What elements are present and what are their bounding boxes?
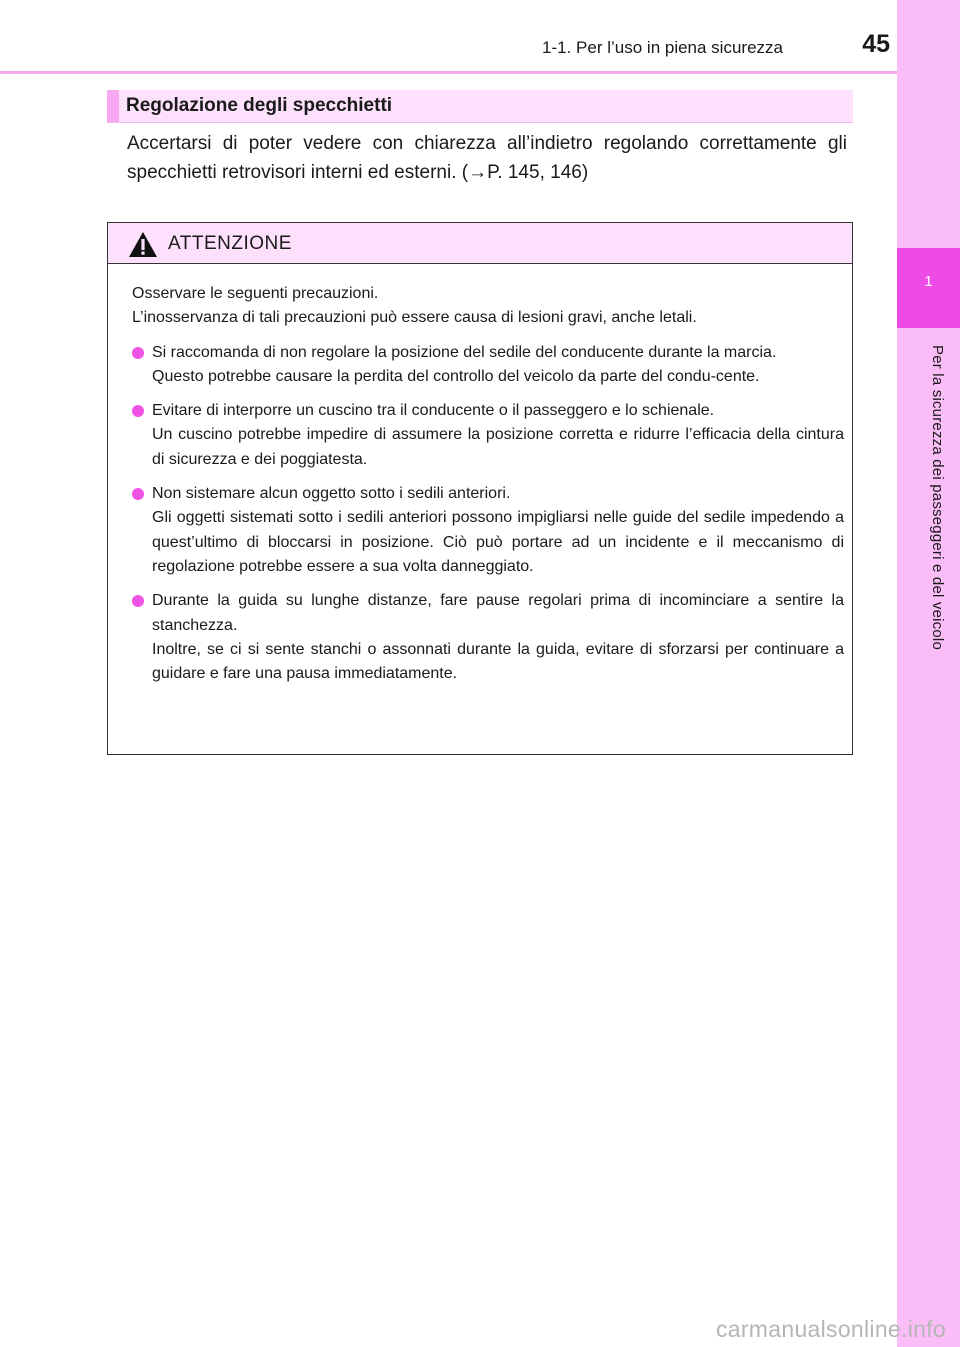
bullet-line: Questo potrebbe causare la perdita del controllo del veicolo da parte del condu-cente.: [152, 367, 760, 385]
bullet-dot-icon: [132, 347, 144, 359]
caution-bullet-item: [132, 399, 844, 472]
bullet-line: Non sistemare alcun oggetto sotto i sedili anteriori.: [152, 485, 511, 503]
running-header: 1-1. Per l’uso in piena sicurezza: [542, 38, 783, 57]
bullet-dot-icon: [132, 405, 144, 417]
header-divider: [0, 71, 897, 74]
bullet-line: Si raccomanda di non regolare la posizione del sedile del conducente durante la marcia.: [152, 343, 777, 361]
caution-body: [132, 282, 844, 686]
caution-bullet-item: [132, 482, 844, 579]
bullet-line: Inoltre, se ci si sente stanchi o assonnati durante la guida, evitare di sforzarsi per continuare a guidare e fare una pausa immediatamente.: [152, 640, 844, 683]
chapter-title-vertical: Per la sicurezza dei passeggeri e del veicolo: [929, 345, 946, 650]
bullet-dot-icon: [132, 595, 144, 607]
bullet-line: Un cuscino potrebbe impedire di assumere la posizione corretta e ridurre l’efficacia della cintura di sicurezza e dei poggiatesta.: [152, 426, 844, 468]
bullet-line: Durante la guida su lunghe distanze, fare pause regolari prima di incominciare a sentire la stanchezza.: [152, 592, 844, 634]
caution-lead-line: Osservare le seguenti precauzioni.: [132, 285, 379, 302]
bullet-dot-icon: [132, 488, 144, 500]
page-number: 45: [862, 30, 890, 58]
caution-bullet-item: [132, 589, 844, 686]
caution-title: ATTENZIONE: [168, 233, 292, 254]
watermark: carmanualsonline.info: [715, 1316, 946, 1342]
caution-bullet-item: [132, 341, 844, 390]
section-heading-bar: [107, 90, 853, 123]
section-intro-paragraph: Accertarsi di poter vedere con chiarezza all’indietro regolando correttamente gli specchietti retrovisori interni ed esterni. (→P. 145, 146): [127, 133, 847, 183]
section-heading: Regolazione degli specchietti: [126, 95, 393, 116]
caution-lead-line: L’inosservanza di tali precauzioni può essere causa di lesioni gravi, anche letali.: [132, 309, 697, 327]
bullet-line: Evitare di interporre un cuscino tra il conducente o il passeggero e lo schienale.: [152, 402, 715, 420]
warning-triangle-icon: [128, 231, 158, 258]
chapter-side-tab: [897, 0, 960, 1347]
caution-header: [108, 223, 852, 264]
chapter-number-tab: 1: [897, 248, 960, 328]
caution-box: [107, 222, 853, 755]
bullet-line: Gli oggetti sistemati sotto i sedili anteriori possono impigliarsi nelle guide del sedile impedendo a quest’ultimo di bloccarsi in posizione. Ciò può portare ad un incidente e il meccanismo di regolazione potrebbe essere a sua volta danneggiato.: [152, 509, 844, 575]
